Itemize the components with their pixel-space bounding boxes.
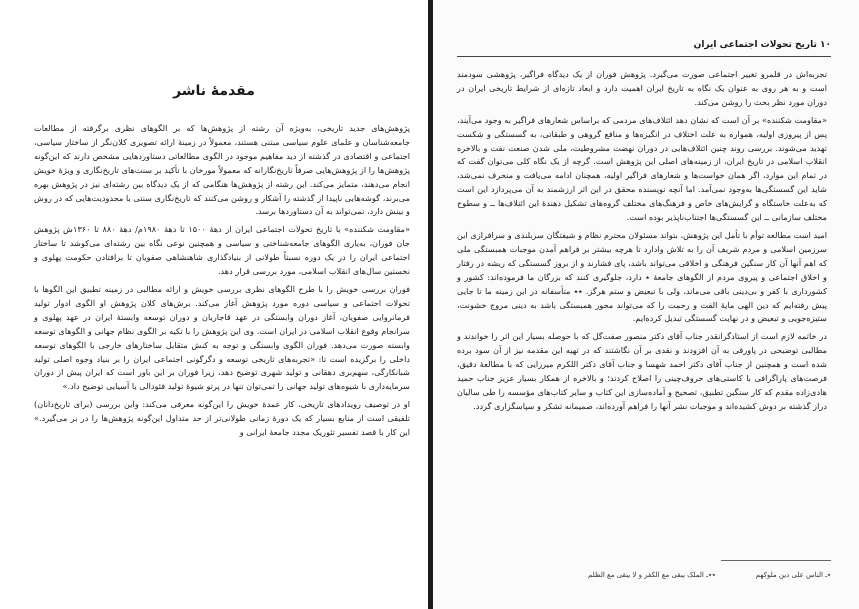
running-head: ۱۰ تاریخ تحولات اجتماعی ایران: [693, 40, 831, 50]
right-page-body: [457, 68, 827, 414]
paragraph: امید است مطالعه توأم با تأمل این پژوهش، بتواند مسئولان محترم نظام و شیفتگان سربلندی و سرافرازی این سرزمین اسلامی و مردم شریف آن را به تلاش وادارد تا هرچه بیشتر بر فراهم آمدن موجبات همبستگی ملی که اهم آنها آن کار سنگین فرهنگی و اخلاقی می‌تواند باشد، پای فشارند و از بروز گسستگی که ریشه در رفتار و اخلاق اجتماعی و پیروی مردم از الگوهای جامعه‌ٔ ٭ دارد، جلوگیری کنند که بزرگان ما فرموده‌اند: کشور و کشورداری با کفر و بی‌دینی باقی می‌ماند، ولی با تبعیض و ستم هرگز. ٭٭ متأسفانه در این زمینه ما تا جایی پیش رفته‌ایم که دین الهی مایهٔ الفت و رحمت را که می‌تواند محور همبستگی باشد به دینی مروج خشونت، ستیزه‌جویی و تبعیض و در نهایت گسستگی تبدیل کرده‌ایم.: [457, 229, 827, 324]
footnotes: [457, 571, 831, 579]
paragraph: «مقاومت شکننده» با تاریخ تحولات اجتماعی ایران از دههٔ ۱۵۰۰ تا دههٔ ۱۹۸۰م/ دههٔ ۸۸۰ تا ۱۳۶۰ش پژوهش جان فوران، به‌یاری الگوهای جامعه‌شناختی و سیاسی و همچنین نوعی نگاه بین رشته‌ای می‌کوشد تا ساختار اجتماعی ایران را در یک دوره نسبتاً طولانی از بنیادگذاری شاهنشاهی صفویان تا برافتادن حکومت پهلوی و نخستین سال‌های انقلاب اسلامی، مورد بررسی قرار دهد.: [34, 224, 410, 277]
left-page: [0, 0, 428, 609]
paragraph: پژوهش‌های جدید تاریخی، به‌ویژه آن رشته از پژوهش‌ها که بر الگوهای نظری برگرفته از مطالعات جامعه‌شناسان و علمای علوم سیاسی مبتنی هستند، معمولاً در زمینهٔ ارائه تصویری کلان‌نگر از ساختار سیاسی، اجتماعی و اقتصادی در گذشته از دید مفاهیم موجود در الگوی مطالعاتی دستاوردهایی مشخص دارند که این‌گونه پژوهش‌ها را از پژوهش‌هایی صرفاً تاریخ‌نگارانه که معمولاً مورخان با تأکید بر سنت‌های تاریخ‌نگاری و ویژهٔ خویش انجام می‌دهند، متمایز می‌کند. این رشته از پژوهش‌ها هنگامی که از یک دیدگاه بین رشته‌ای نیز در پژوهش بهره می‌برند، گوشه‌هایی ناپیدا از گذشته را آشکار و روشن می‌کنند که تاریخ‌نگاری سنتی با محدودیت‌هایی که در روش و بینش دارد، نمی‌تواند به آن دستاوردها برسد.: [34, 123, 410, 217]
paragraph: فوران بررسی خویش را با طرح الگوهای نظری بررسی خویش و ارائه مطالبی در زمینه تطبیق این الگوها با تحولات اجتماعی و سیاسی دوره مورد پژوهش آغاز می‌کند. برش‌های کلان پژوهش او الگوی ادوار تولید فرمانروایی صفویان، آغاز دوران وابستگی در عهد قاجاریان و دوران توسعه وابستهٔ ایران در عهد پهلوی و سرانجام وقوع انقلاب اسلامی در ایران است. وی این پژوهش را با تکیه بر الگوی نظام جهانی و الگوهای توسعه وابسته صورت می‌دهد. فوران الگوی وابستگی و توجه به کنش متقابل ساختارهای خارجی با الگوهای توسعه داخلی را برگزیده است تا: «تجربه‌های تاریخی توسعه و دگرگونی اجتماعی ایران را بر بنیاد وجوه اصلی تولید شبانکارگی، سهم‌بری دهقانی و تولید شهری توضیح دهد، زیرا فوران بر این باور است که ایران پیش از دوران سرمایه‌داری با شیوه‌های تولید جهانی را تمی‌توان تنها در پرتو شیوهٔ تولید فئودالی یا آسیایی توضیح داد.»: [34, 283, 410, 392]
page-title: مقدمهٔ ناشر: [173, 83, 255, 99]
paragraph: در خاتمه لازم است از استادگرانقدر جناب آقای دکتر منصور صفت‌گل که با حوصله بسیار این اثر را خواندند و مطالبی توضیحی در پاورقی به آن افزودند و نقدی بر آن نگاشتند که در تهیه این مقدمه نیز از آن سود برده شده است و همچنین از جناب آقای دکتر احمد شهسا و جناب آقای دکتر اللکرم میرزایی که با مطالعهٔ دقیق، فرصت‌های پاراگرافی با کاستی‌های حروف‌چینی را اصلاح کردند؛ و بالاخره از همکار بسیار عزیز جناب حمید هادی‌زاده مقدم که کار سنگین تطبیق، تصحیح و آماده‌سازی این کتاب و سایر کتاب‌های مؤسسه را طی سالیان دراز گذشته بر دوش کشیده‌اند و موجبات نشر آنها را فراهم آورده‌اند، صمیمانه تشکر و سپاسگزاری گردد.: [457, 331, 827, 411]
paragraph: «مقاومت شکننده» بر آن است که نشان دهد ائتلاف‌های مردمی که براساس شعارهای فراگیر به وجود می‌آیند، پس از پیروزی اولیه، همواره به علت اختلاف در انگیزه‌ها و منافع گروهی و طبقاتی، به گسستگی و شکست تهدید می‌شوند. بررسی روند چنین ائتلاف‌هایی در دوران نهضت مشروطیت، ملی شدن صنعت نفت و بالاخره انقلاب اسلامی در تاریخ ایران، از زمینه‌های اصلی این پژوهش است. گرچه از یک نگاه کلی می‌توان گفت که در تمام این موارد، اگر همان خواست‌ها و شعارهای فراگیر اولیه، همچنان ادامه می‌یافت و منحرف نمی‌شد، شاید این گسستگی‌ها به‌وجود نمی‌آمد. اما آنچه نویسنده محقق در این اثر ارزشمند به آن می‌پردازد این است که به‌علت خاستگاه و گرایش‌های خاص و فرهنگ‌های مختلف گروه‌های تشکیل دهندهٔ این ائتلاف‌ها ــ و سطوح مختلف سازمانی ــ این گسستگی‌ها اجتناب‌ناپذیر بوده است.: [457, 114, 827, 223]
left-page-body: [34, 122, 410, 440]
header-divider: [457, 56, 831, 57]
footnote: ٭٭ـ الملک یبقی مع الکفر و لا یبقی مع الظلم: [587, 571, 716, 579]
paragraph: او در توصیف رویدادهای تاریخی، کار عمدهٔ خویش را این‌گونه معرفی می‌کند: واین بررسی (برای تاریخ‌دانان) تلفیقی است از منابع بسیار که یک دورهٔ زمانی طولانی‌تر از حد متداول این‌گونه پژوهش‌ها را در بر می‌گیرد.» این کار با قصد تفسیر تئوریک مجدد جامعهٔ ایرانی و: [34, 399, 410, 438]
footnote: ٭ـ الناس علی دین ملوکهم: [755, 571, 831, 579]
right-page: [433, 0, 859, 609]
footnote-divider: [721, 560, 831, 561]
paragraph: تجربه‌اش در قلمرو تغییر اجتماعی صورت می‌گیرد. پژوهش فوران از یک دیدگاه فراگیر، پژوهشی سودمند است و به هر روی به عنوان یک نگاه به تاریخ ایران اهمیت دارد و ابعاد تازه‌ای از شرایط تاریخی ایران در دوران مورد نظر بحث را روشن می‌کند.: [457, 69, 827, 107]
